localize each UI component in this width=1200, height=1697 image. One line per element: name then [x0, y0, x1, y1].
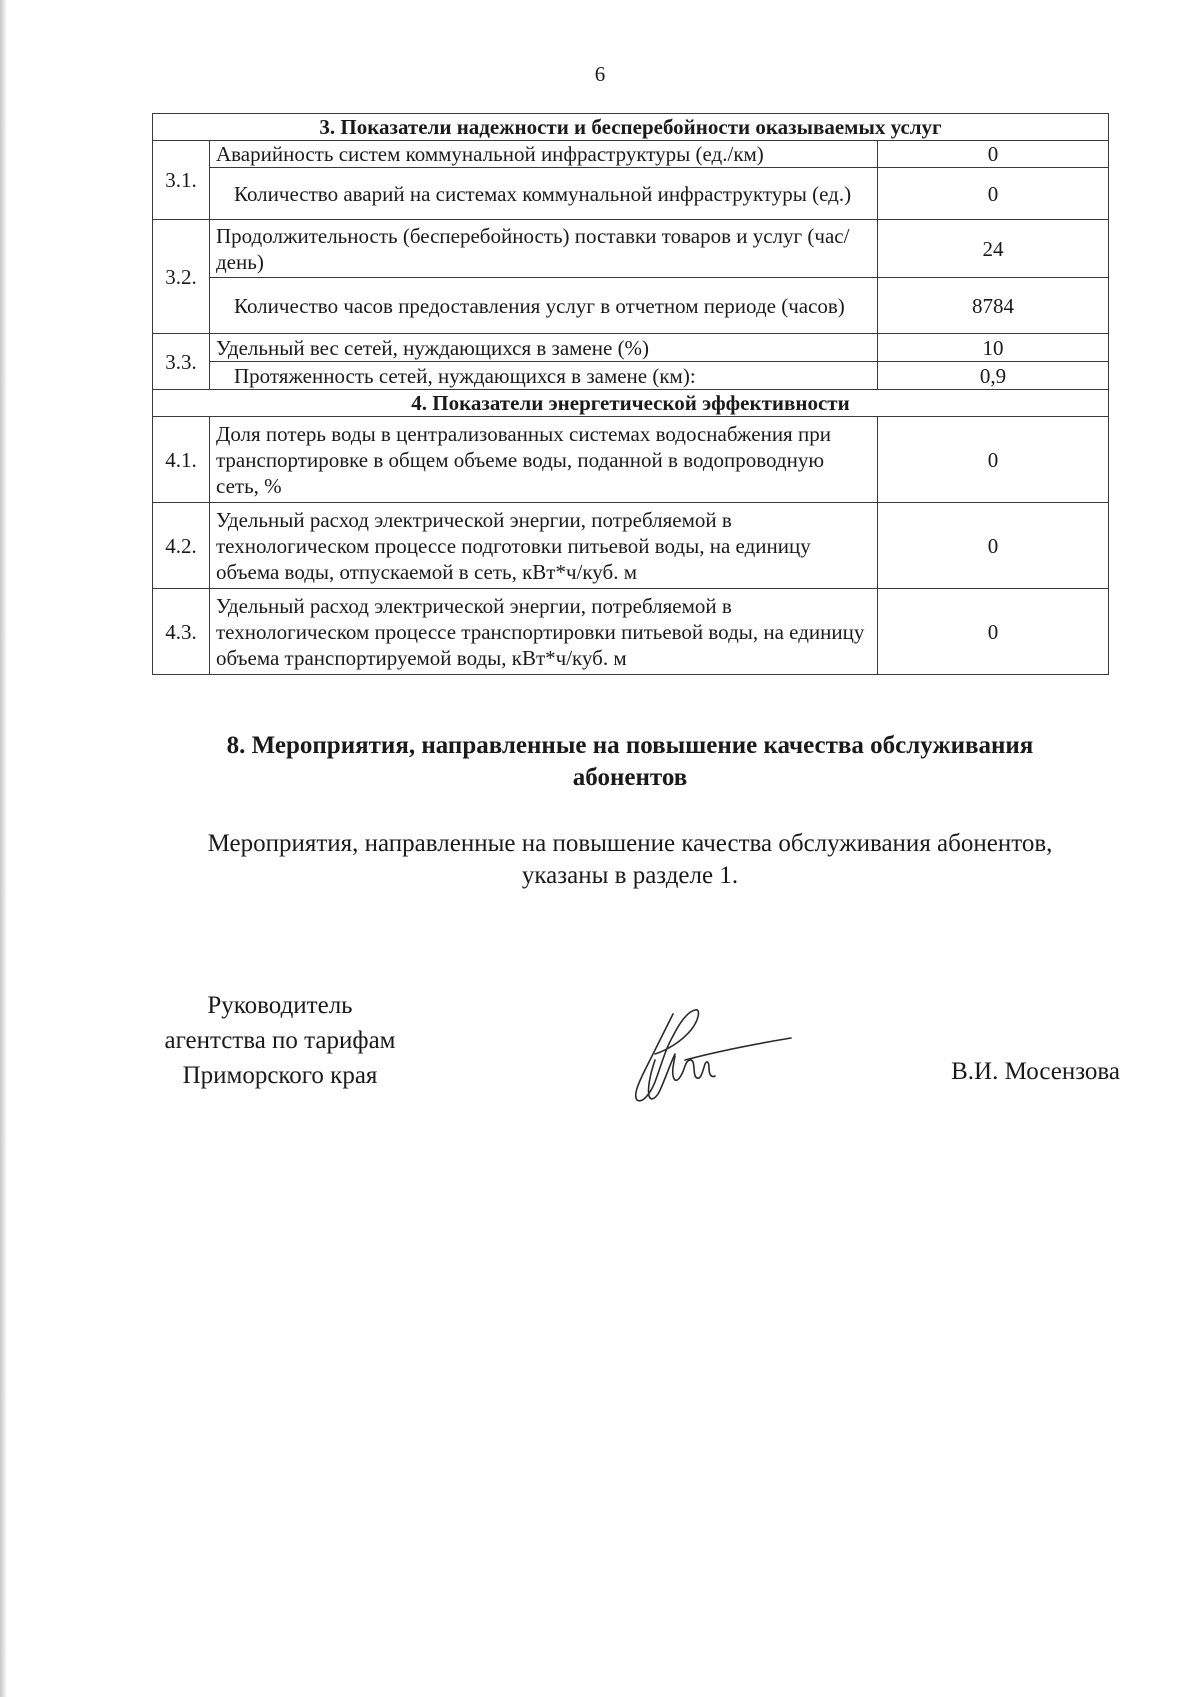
row-number: 4.1.	[153, 417, 210, 503]
table-row	[153, 220, 1109, 278]
section-8-heading	[140, 730, 1120, 794]
indicator-name: Удельный расход электрической энергии, потребляемой в технологическом процессе подготовки питьевой воды, на единицу объема воды, отпускаемой в сеть, кВт*ч/куб. м	[210, 503, 878, 589]
indicator-name: Удельный вес сетей, нуждающихся в замене (%)	[210, 334, 878, 362]
table-row	[153, 362, 1109, 390]
indicator-name: Протяженность сетей, нуждающихся в замене (км):	[210, 362, 878, 390]
indicator-value: 0	[878, 417, 1109, 503]
table-row	[153, 168, 1109, 220]
row-number: 4.2.	[153, 503, 210, 589]
table-section-row	[153, 390, 1109, 417]
indicator-name: Продолжительность (бесперебойность) поставки товаров и услуг (час/день)	[210, 220, 878, 278]
indicator-name: Аварийность систем коммунальной инфраструктуры (ед./км)	[210, 141, 878, 168]
paragraph-line: Мероприятия, направленные на повышение качества обслуживания абонентов,	[207, 830, 1053, 857]
signer-title-line: Руководитель	[207, 992, 353, 1019]
indicator-value: 8784	[878, 278, 1109, 334]
indicator-value: 0,9	[878, 362, 1109, 390]
row-number: 3.3.	[153, 334, 210, 390]
indicator-value: 24	[878, 220, 1109, 278]
section-8-heading-line: абонентов	[572, 764, 688, 791]
table-row	[153, 278, 1109, 334]
row-number: 4.3.	[153, 589, 210, 675]
table-row	[153, 141, 1109, 168]
signer-title-line: агентства по тарифам	[164, 1027, 396, 1054]
indicator-value: 10	[878, 334, 1109, 362]
indicator-value: 0	[878, 168, 1109, 220]
row-number: 3.2.	[153, 220, 210, 334]
scan-edge-shadow	[0, 0, 7, 1697]
signer-title	[120, 988, 440, 1093]
table-row	[153, 589, 1109, 675]
handwritten-signature	[615, 1000, 795, 1110]
indicator-value: 0	[878, 503, 1109, 589]
indicator-name: Удельный расход электрической энергии, потребляемой в технологическом процессе транспортировки питьевой воды, на единицу объема транспортируемой воды, кВт*ч/куб. м	[210, 589, 878, 675]
page-number: 6	[594, 62, 606, 86]
indicator-name: Количество часов предоставления услуг в отчетном периоде (часов)	[210, 278, 878, 334]
row-number: 3.1.	[153, 141, 210, 220]
paragraph-line: указаны в разделе 1.	[521, 862, 739, 889]
indicator-name: Доля потерь воды в централизованных системах водоснабжения при транспортировке в общем объеме воды, поданной в водопроводную сеть, %	[210, 417, 878, 503]
section-4-title: 4. Показатели энергетической эффективности	[153, 390, 1109, 417]
signer-name: В.И. Мосензова	[951, 1058, 1120, 1085]
table-section-row	[153, 114, 1109, 141]
indicator-name: Количество аварий на системах коммунальной инфраструктуры (ед.)	[210, 168, 878, 220]
section-8-paragraph	[130, 828, 1130, 892]
section-3-title: 3. Показатели надежности и бесперебойности оказываемых услуг	[153, 114, 1109, 141]
table-row	[153, 503, 1109, 589]
table-row	[153, 417, 1109, 503]
indicators-table	[152, 113, 1109, 675]
signer-title-line: Приморского края	[182, 1062, 378, 1089]
indicator-value: 0	[878, 589, 1109, 675]
section-8-heading-line: 8. Мероприятия, направленные на повышение качества обслуживания	[226, 732, 1034, 759]
table-row	[153, 334, 1109, 362]
indicator-value: 0	[878, 141, 1109, 168]
